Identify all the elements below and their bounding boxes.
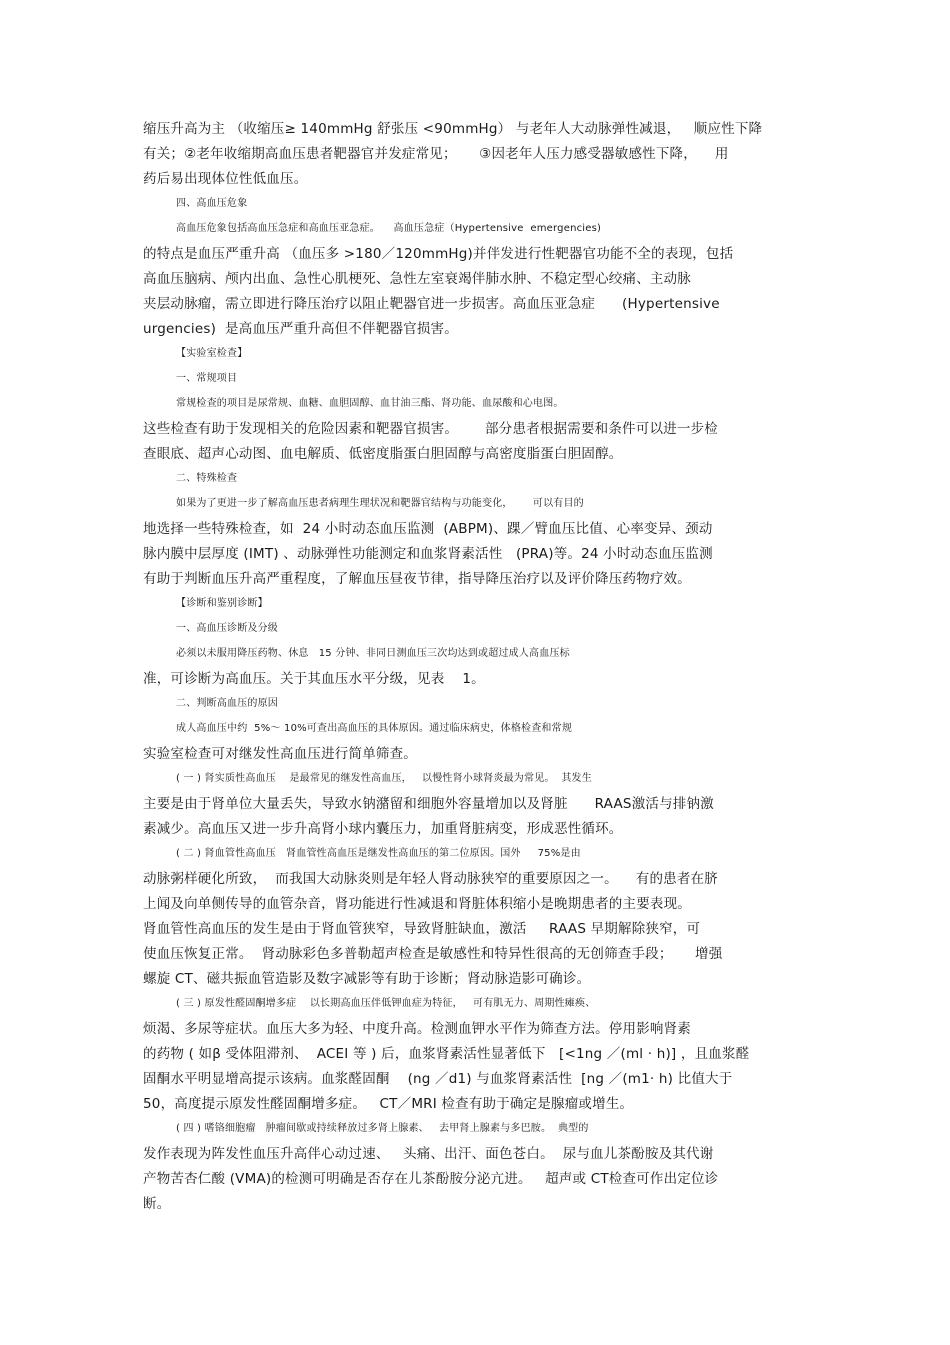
text-line: urgencies) 是高血压严重升高但不伴靶器官损害。 [143,321,458,337]
section-heading: 一、高血压诊断及分级 [176,623,278,634]
section-heading: 【诊断和鉴别诊断】 [176,598,268,609]
text-line: 缩压升高为主 （收缩压≥ 140mmHg 舒张压 <90mmHg） 与老年人大动脉弹性减退， 顺应性下降 [143,121,763,137]
text-line: 肾血管性高血压的发生是由于肾血管狭窄，导致肾脏缺血，激活 RAAS 早期解除狭窄，可 [143,921,701,937]
text-line: 上闻及向单侧传导的血管杂音，肾功能进行性减退和肾脏体积缩小是晚期患者的主要表现。 [143,896,691,912]
text-line: 必须以未服用降压药物、休息 15 分钟、非同日测血压三次均达到或超过成人高血压标 [176,648,570,659]
text-line: 有助于判断血压升高严重程度，了解血压昼夜节律，指导降压治疗以及评价降压药物疗效。 [143,571,691,587]
text-line: 固酮水平明显增高提示该病。血浆醛固酮 (ng ／d1) 与血浆肾素活性 [ng ／(m1· h) 比值大于 [143,1071,733,1087]
text-line: 螺旋 CT、磁共振血管造影及数字减影等有助于诊断；肾动脉造影可确诊。 [143,971,591,987]
text-line: 药后易出现体位性低血压。 [143,171,308,187]
text-line: 准，可诊断为高血压。关于其血压水平分级，见表 1。 [143,671,485,687]
text-line: 脉内膜中层厚度 (IMT) 、动脉弹性功能测定和血浆肾素活性 (PRA)等。24 小时动态血压监测 [143,546,713,562]
text-line: 动脉粥样硬化所致， 而我国大动脉炎则是年轻人肾动脉狭窄的重要原因之一。 有的患者在脐 [143,871,718,887]
text-line: 产物苦杏仁酸 (VMA)的检测可明确是否存在儿茶酚胺分泌亢进。 超声或 CT检查可作出定位诊 [143,1171,719,1187]
text-line: 的特点是血压严重升高 （血压多 >180／120mmHg)并伴发进行性靶器官功能不全的表现，包括 [143,246,734,262]
section-heading: 二、判断高血压的原因 [176,698,278,709]
text-line: 的药物 ( 如β 受体阻滞剂、 ACEI 等 ) 后，血浆肾素活性显著低下 [<1ng ／(ml · h)] ，且血浆醛 [143,1046,750,1062]
text-line: ( 二 ) 肾血管性高血压 肾血管性高血压是继发性高血压的第二位原因。国外 75%是由 [176,848,581,859]
text-line: ( 四 ) 嗜铬细胞瘤 肿瘤间歇或持续释放过多肾上腺素、 去甲肾上腺素与多巴胺。 典型的 [176,1123,589,1134]
text-line: 烦渴、多尿等症状。血压大多为轻、中度升高。检测血钾水平作为筛查方法。停用影响肾素 [143,1021,691,1037]
text-line: 夹层动脉瘤，需立即进行降压治疗以阻止靶器官进一步损害。高血压亚急症 (Hypertensive [143,296,720,312]
text-line: ( 一 ) 肾实质性高血压 是最常见的继发性高血压， 以慢性肾小球肾炎最为常见。 其发生 [176,773,592,784]
section-heading: 四、高血压危象 [176,198,248,209]
text-line: 使血压恢复正常。 肾动脉彩色多普勒超声检查是敏感性和特异性很高的无创筛查手段； 增强 [143,946,723,962]
text-line: 实验室检查可对继发性高血压进行简单筛查。 [143,746,417,762]
text-line: ( 三 ) 原发性醛固酮增多症 以长期高血压伴低钾血症为特征， 可有肌无力、周期性瘫痪、 [176,998,596,1009]
text-line: 成人高血压中约 5%～ 10%可查出高血压的具体原因。通过临床病史，体格检查和常规 [176,723,573,734]
text-line: 如果为了更进一步了解高血压患者病理生理状况和靶器官结构与功能变化， 可以有目的 [176,498,584,509]
text-line: 发作表现为阵发性血压升高伴心动过速、 头痛、出汗、面色苍白。 尿与血儿茶酚胺及其代谢 [143,1146,714,1162]
section-heading: 一、常规项目 [176,373,238,384]
section-heading: 【实验室检查】 [176,348,248,359]
text-line: 这些检查有助于发现相关的危险因素和靶器官损害。 部分患者根据需要和条件可以进一步检 [143,421,718,437]
text-line: 断。 [143,1196,171,1212]
text-line: 地选择一些特殊检查，如 24 小时动态血压监测 (ABPM)、踝／臂血压比值、心率变异、颈动 [143,521,713,537]
text-line: 查眼底、超声心动图、血电解质、低密度脂蛋白胆固醇与高密度脂蛋白胆固醇。 [143,446,623,462]
text-line: 50，高度提示原发性醛固酮增多症。 CT／MRI 检查有助于确定是腺瘤或增生。 [143,1096,634,1112]
text-line: 素减少。高血压又进一步升高肾小球内囊压力，加重肾脏病变，形成恶性循环。 [143,821,623,837]
section-heading: 二、特殊检查 [176,473,238,484]
text-line: 高血压脑病、颅内出血、急性心肌梗死、急性左室衰竭伴肺水肿、不稳定型心绞痛、主动脉 [143,271,691,287]
text-line: 常规检查的项目是尿常规、血糖、血胆固醇、血甘油三酯、肾功能、血尿酸和心电图。 [176,398,564,409]
text-line: 高血压危象包括高血压急症和高血压亚急症。 高血压急症（Hypertensive emergencies) [176,223,602,234]
text-line: 主要是由于肾单位大量丢失，导致水钠潴留和细胞外容量增加以及肾脏 RAAS激活与排钠激 [143,796,714,812]
text-line: 有关；②老年收缩期高血压患者靶器官并发症常见； ③因老年人压力感受器敏感性下降， 用 [143,146,729,162]
